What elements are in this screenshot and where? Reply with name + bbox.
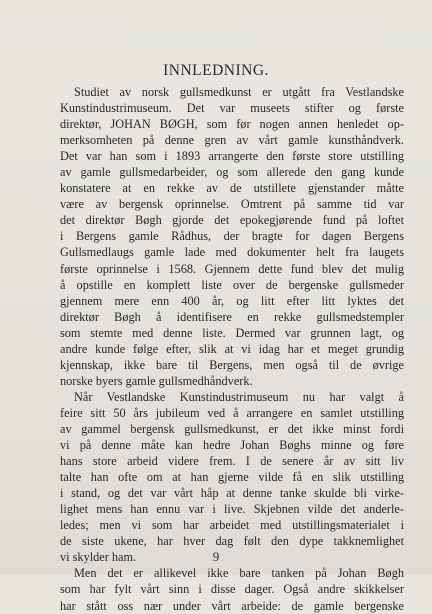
text-line: norske byers gamle gullsmedhåndverk.: [60, 373, 253, 388]
text-line: som har fylt vårt sinn i disse dager. Også andre skikkelser: [60, 582, 404, 597]
body-text: [60, 84, 404, 614]
text-line: Kunstindustrimuseum. Det var museets stifter og første: [60, 101, 404, 116]
text-line: som stemte med denne liste. Dermed var grunnen lagt, og: [60, 325, 404, 340]
text-line: konstatere at en rekke av de utstillete gjenstander måtte: [60, 181, 404, 196]
text-line: første oprinnelse i 1568. Gjennem dette fund blev det mulig: [60, 261, 404, 276]
text-line: Studiet av norsk gullsmedkunst er utgått fra Vestlandske: [74, 85, 404, 99]
text-line: talte han ofte om at han gjerne vilde få en slik utstilling: [60, 470, 404, 485]
chapter-heading: INNLEDNING.: [163, 62, 269, 79]
text-line: Når Vestlandske Kunstindustrimuseum nu har valgt å: [74, 389, 404, 404]
page-number: 9: [212, 549, 220, 564]
text-line: feire sitt 50 års jubileum ved å arrangere en samlet utstilling: [60, 405, 404, 420]
text-line: direktør, JOHAN BØGH, som før nogen annen henledet op-: [60, 117, 404, 132]
text-line: Det var han som i 1893 arrangerte den første store utstilling: [60, 149, 404, 164]
text-line: å opstille en komplett liste over de bergenske gullsmeder: [60, 277, 404, 292]
text-line: de siste ukene, har hver dag følt den dype takknemlighet: [60, 534, 404, 549]
text-line: lighet mens han ennu var i live. Skjebnen vilde det anderle-: [60, 502, 404, 517]
text-line: andre kunde følge efter, slik at vi idag har et meget grundig: [60, 341, 404, 356]
text-line: gjennem mere enn 400 år, og litt efter litt lyktes det: [60, 293, 404, 308]
text-line: vi skylder ham.: [60, 550, 137, 565]
text-line: kjennskap, ikke bare til Bergens, men også til de øvrige: [60, 357, 404, 372]
text-line: i stand, og det var vårt håp at denne tanke skulde bli virke-: [60, 486, 404, 501]
text-line: Gullsmedlaugs gamle lade med dokumenter helt fra laugets: [60, 245, 404, 260]
text-line: Men det er allikevel ikke bare tanken på Johan Bøgh: [74, 566, 404, 581]
text-line: har stått oss nær under vårt arbeide: de gamle bergenske: [60, 598, 404, 613]
text-line: ledes; men vi som har arbeidet med utstillingsmaterialet i: [60, 518, 404, 533]
text-line: merksomheten på denne gren av vårt gamle kunsthåndverk.: [60, 133, 404, 148]
text-line: av gamle gullsmedarbeider, og som allerede den gang kunde: [60, 165, 404, 180]
text-line: hans store arbeid videre frem. I de senere år av sitt liv: [60, 454, 404, 469]
text-line: være av bergensk oprinnelse. Omtrent på samme tid var: [60, 197, 404, 212]
text-line: vi på denne måte kan hedre Johan Bøghs minne og føre: [60, 438, 404, 453]
text-line: i Bergens gamle Rådhus, der bragte for dagen Bergens: [60, 229, 404, 244]
text-line: det direktør Bøgh gjorde det epokegjørende fund på loftet: [60, 213, 404, 228]
text-line: av gammel bergensk gullsmedkunst, er det ikke minst fordi: [60, 421, 404, 436]
text-line: direktør Bøgh å identifisere en rekke gullsmedstempler: [60, 309, 404, 324]
